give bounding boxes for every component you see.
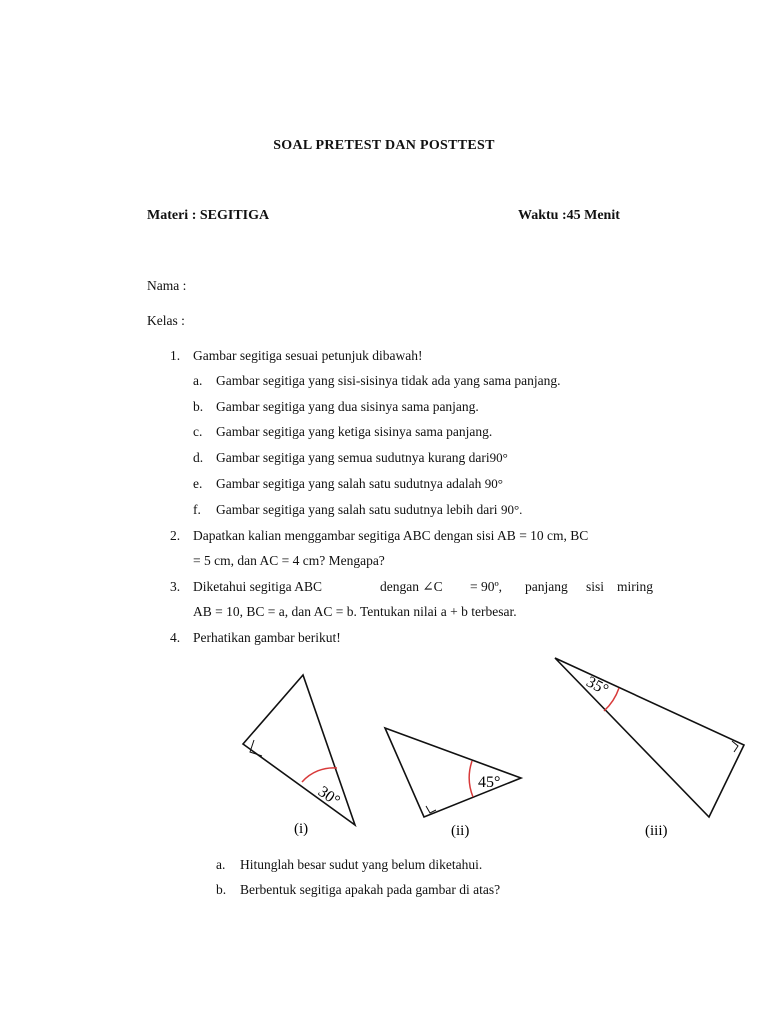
triangle-i — [243, 675, 355, 837]
q1f-body: Gambar segitiga yang salah satu sudutnya lebih dari — [216, 502, 498, 517]
triangle-iii — [555, 658, 744, 839]
kelas-field: Kelas : — [147, 313, 185, 328]
q1d-letter: d. — [193, 450, 204, 465]
page-title: SOAL PRETEST DAN POSTTEST — [273, 138, 495, 153]
q1b-letter: b. — [193, 399, 204, 414]
q1e-letter: e. — [193, 476, 203, 491]
q4a-letter: a. — [216, 857, 226, 872]
q4-number: 4. — [170, 630, 181, 645]
q1a-text: Gambar segitiga yang sisi-sisinya tidak ada yang sama panjang. — [216, 373, 561, 388]
angle-label-i: 30° — [314, 783, 343, 810]
angle-label-ii: 45° — [478, 774, 501, 791]
q2-number: 2. — [170, 528, 181, 543]
waktu-label: Waktu :45 Menit — [518, 208, 620, 223]
q1c-letter: c. — [193, 424, 203, 439]
q3-line2: AB = 10, BC = a, dan AC = b. Tentukan nilai a + b terbesar. — [193, 604, 517, 619]
angle-arc-ii — [469, 761, 473, 797]
q3-line1a: Diketahui segitiga ABC — [193, 579, 322, 594]
q3-line1c: = 90º, — [470, 579, 503, 594]
q1e-body: Gambar segitiga yang salah satu sudutnya adalah — [216, 476, 482, 491]
q3-number: 3. — [170, 579, 181, 594]
q1f-letter: f. — [193, 502, 201, 517]
figure-label-iii: (iii) — [645, 823, 668, 839]
q4b-text: Berbentuk segitiga apakah pada gambar di atas? — [240, 882, 501, 897]
q3-line1b: dengan ∠C — [380, 579, 443, 594]
q1b-text: Gambar segitiga yang dua sisinya sama panjang. — [216, 399, 479, 414]
q4b-letter: b. — [216, 882, 227, 897]
q3-line1d: panjang — [525, 579, 568, 594]
materi-label: Materi : SEGITIGA — [147, 208, 270, 223]
nama-field: Nama : — [147, 278, 187, 293]
q4a-text: Hitunglah besar sudut yang belum diketahui. — [240, 857, 483, 872]
figure-label-ii: (ii) — [451, 823, 470, 839]
q1d-value: 90° — [489, 450, 508, 465]
q1c-text: Gambar segitiga yang ketiga sisinya sama panjang. — [216, 424, 493, 439]
q1-text: Gambar segitiga sesuai petunjuk dibawah! — [193, 348, 423, 363]
q4-text: Perhatikan gambar berikut! — [193, 630, 341, 645]
q2-line2: = 5 cm, dan AC = 4 cm? Mengapa? — [193, 553, 385, 568]
q1a-letter: a. — [193, 373, 203, 388]
triangle-ii — [385, 728, 521, 839]
q1-number: 1. — [170, 348, 181, 363]
angle-label-iii: 35° — [583, 673, 612, 699]
q1e-value: 90° — [484, 476, 503, 491]
q3-line1f: miring — [617, 579, 653, 594]
figure-label-i: (i) — [294, 821, 309, 837]
q1f-value: 90°. — [500, 502, 523, 517]
q2-line1: Dapatkan kalian menggambar segitiga ABC dengan sisi AB = 10 cm, BC — [193, 528, 589, 543]
q3-line1e: sisi — [586, 579, 605, 594]
q1d-body: Gambar segitiga yang semua sudutnya kurang dari — [216, 450, 490, 465]
angle-arc-i — [302, 768, 337, 782]
